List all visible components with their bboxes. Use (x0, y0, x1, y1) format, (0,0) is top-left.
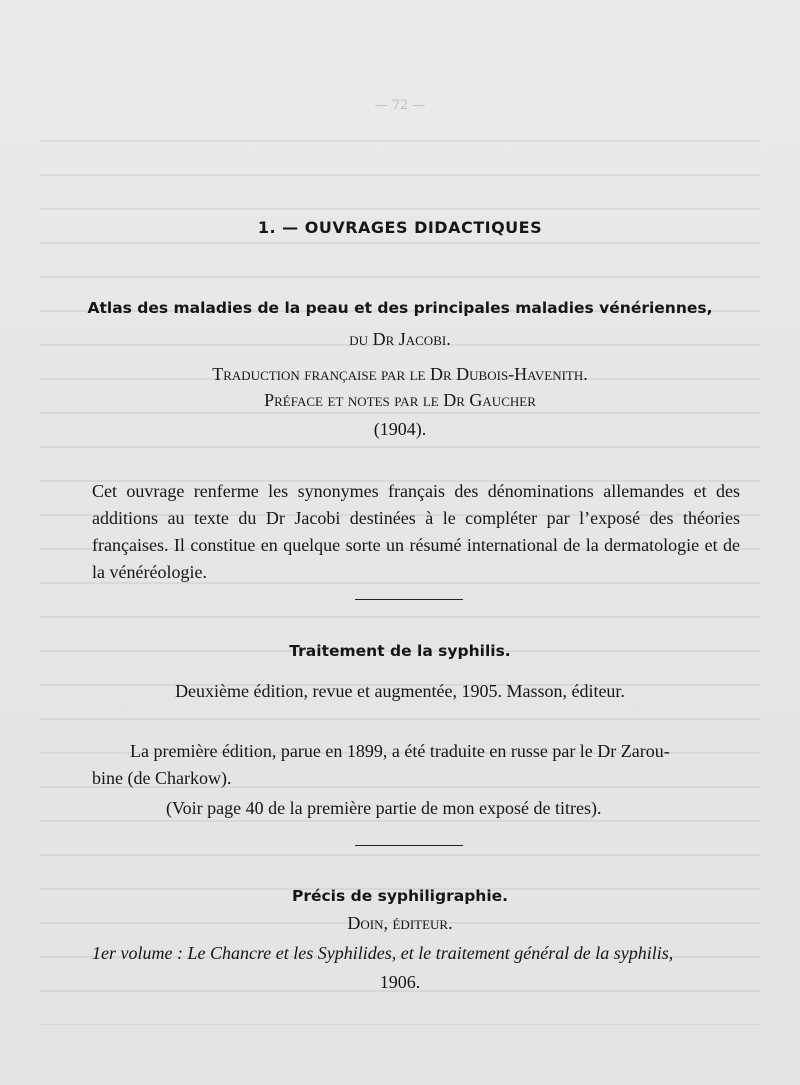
entry2-title: Traitement de la syphilis. (289, 642, 511, 660)
entry2-reference: (Voir page 40 de la première partie de mon exposé de titres). (166, 798, 602, 818)
entry2-note-line1: La première édition, parue en 1899, a été traduite en russe par le Dr Zarou- (130, 741, 670, 761)
entry1-title: Atlas des maladies de la peau et des principales maladies vénériennes, (87, 299, 713, 317)
entry2-edition: Deuxième édition, revue et augmentée, 1905. Masson, éditeur. (175, 681, 625, 701)
page-number: — 72 — (374, 98, 426, 113)
entry1-year: (1904). (373, 419, 427, 439)
separator-rule-1 (355, 599, 463, 600)
entry2-note-line2: bine (de Charkow). (92, 768, 232, 788)
entry1-author: du Dr Jacobi. (349, 329, 451, 349)
separator-rule-2 (355, 845, 463, 846)
entry1-translation: Traduction française par le Dr Dubois-Havenith. (212, 364, 588, 384)
entry3-title: Précis de syphiligraphie. (291, 887, 509, 905)
entry1-preface: Préface et notes par le Dr Gaucher (264, 390, 536, 410)
entry3-volume: 1er volume : Le Chancre et les Syphilides, et le traitement général de la syphilis, (92, 943, 674, 963)
entry3-year: 1906. (379, 972, 421, 992)
section-heading: 1. — OUVRAGES DIDACTIQUES (257, 218, 543, 237)
entry1-description: Cet ouvrage renferme les synonymes français des dénominations allemandes et des additions au texte du Dr Jacobi destinées à le compléter par l’exposé des théories françaises. Il constitue en quelque sorte un résumé international de la dermatologie et de la vénéréologie. (92, 481, 740, 582)
entry3-publisher: Doin, éditeur. (347, 913, 453, 933)
